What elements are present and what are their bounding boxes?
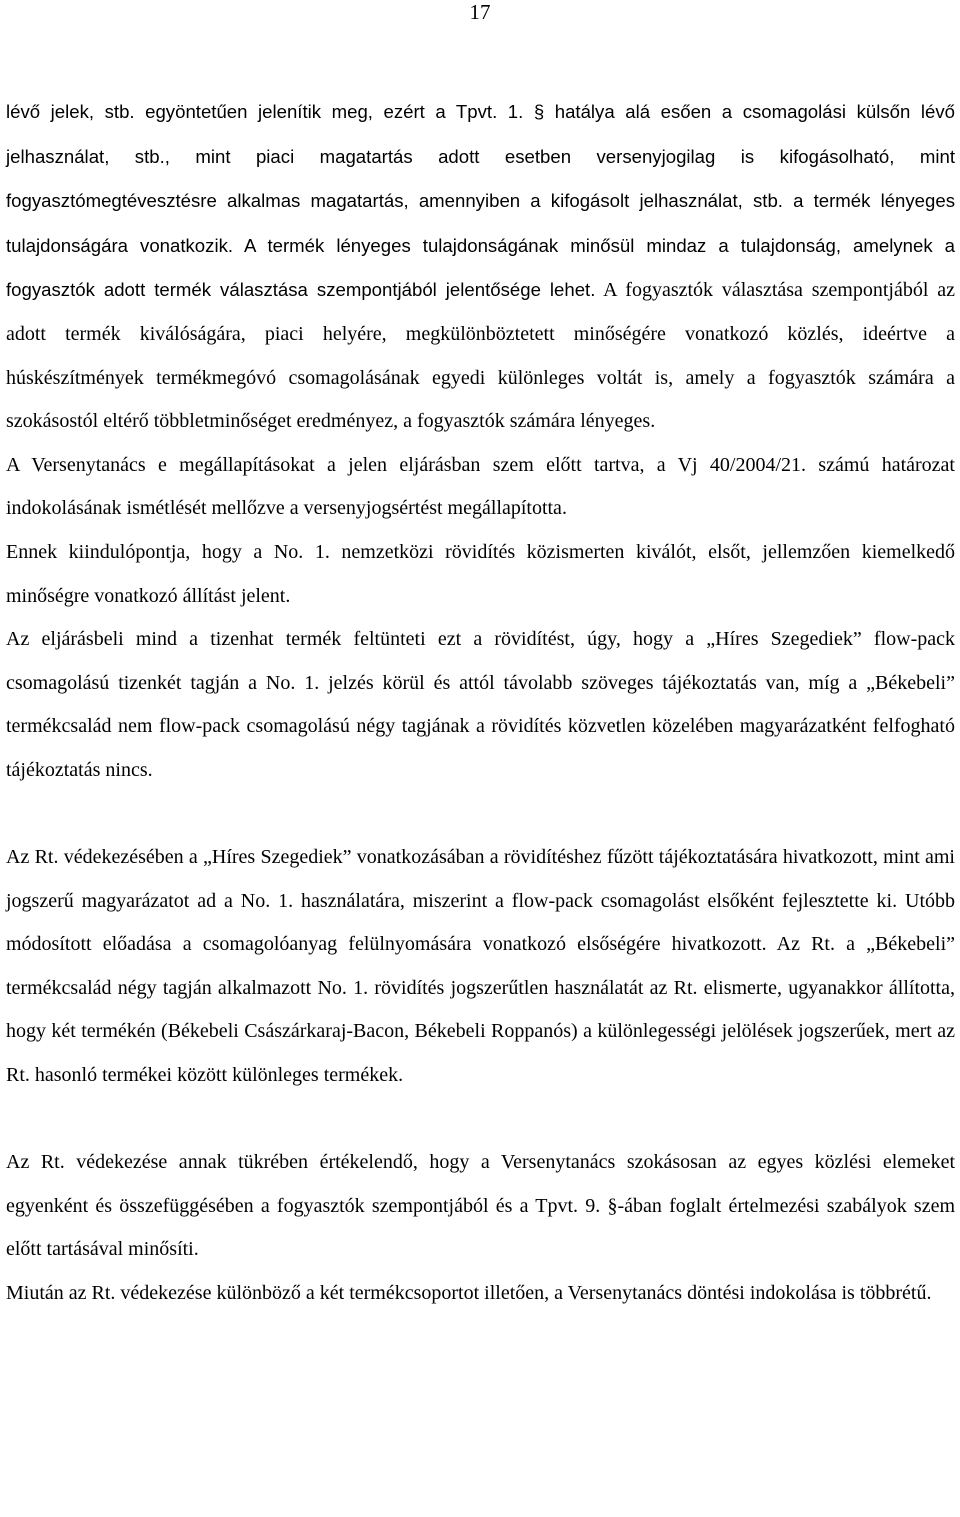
paragraph-5: Az Rt. védekezésében a „Híres Szegediek” vonatkozásában a rövidítéshez fűzött tájékoztatására hivatkozott, mint ami jogszerű magyarázatot ad a No. 1. használatára, miszerint a flow-pack csomagolást elsőként fejlesztette ki. Utóbb módosított előadása a csomagolóanyag felülnyomására vonatkozó elsőségére hivatkozott. Az Rt. a „Békebeli” termékcsalád négy tagján alkalmazott No. 1. rövidítés jogszerűtlen használatát az Rt. elismerte, ugyanakkor állította, hogy két termékén (Békebeli Császárkaraj-Bacon, Békebeli Roppanós) a különlegességi jelölések jogszerűek, mert az Rt. hasonló termékei között különleges termékek.	[6, 846, 955, 1087]
document-body	[6, 90, 955, 1316]
paragraph-3: Ennek kiindulópontja, hogy a No. 1. nemzetközi rövidítés közismerten kiválót, elsőt, jellemzően kiemelkedő minőségre vonatkozó állítást jelent.	[6, 540, 955, 607]
paragraph-2: A Versenytanács e megállapításokat a jelen eljárásban szem előtt tartva, a Vj 40/2004/21. számú határozat indokolásának ismétlését mellőzve a versenyjogsértést megállapította.	[6, 453, 955, 520]
paragraph-1-serif-part: A fogyasztók választása szempontjából az adott termék kiválóságára, piaci helyére, megkülönböztetett minőségére vonatkozó közlés, ideértve a húskészítmények termékmegóvó csomagolásának egyedi különleges voltát is, amely a fogyasztók számára a szokásostól eltérő többletminőséget eredményez, a fogyasztók számára lényeges.	[6, 279, 955, 433]
paragraph-1	[6, 90, 955, 444]
page-number: 17	[469, 0, 491, 24]
paragraph-6: Az Rt. védekezése annak tükrében értékelendő, hogy a Versenytanács szokásosan az egyes közlési elemeket egyenként és összefüggésében a fogyasztók szempontjából és a Tpvt. 9. §-ában foglalt értelmezési szabályok szem előtt tartásával minősíti.	[6, 1151, 955, 1261]
paragraph-4: Az eljárásbeli mind a tizenhat termék feltünteti ezt a rövidítést, úgy, hogy a „Híres Szegediek” flow-pack csomagolású tizenkét tagján a No. 1. jelzés körül és attól távolabb szöveges tájékoztatás van, míg a „Békebeli” termékcsalád nem flow-pack csomagolású négy tagjának a rövidítés közvetlen közelében magyarázatként felfogható tájékoztatás nincs.	[6, 628, 955, 781]
paragraph-1-sans-part: lévő jelek, stb. egyöntetűen jelenítik meg, ezért a Tpvt. 1. § hatálya alá esően a csomagolási külsőn lévő jelhasználat, stb., mint piaci magatartás adott esetben versenyjogilag is kifogásolható, mint fogyasztómegtévesztésre alkalmas magatartás, amennyiben a kifogásolt jelhasználat, stb. a termék lényeges tulajdonságára vonatkozik. A termék lényeges tulajdonságának minősül mindaz a tulajdonság, amelynek a fogyasztók adott termék választása szempontjából jelentősége lehet.	[6, 101, 955, 301]
paragraph-7: Miután az Rt. védekezése különböző a két termékcsoportot illetően, a Versenytanács döntési indokolása is többrétű.	[6, 1282, 932, 1305]
